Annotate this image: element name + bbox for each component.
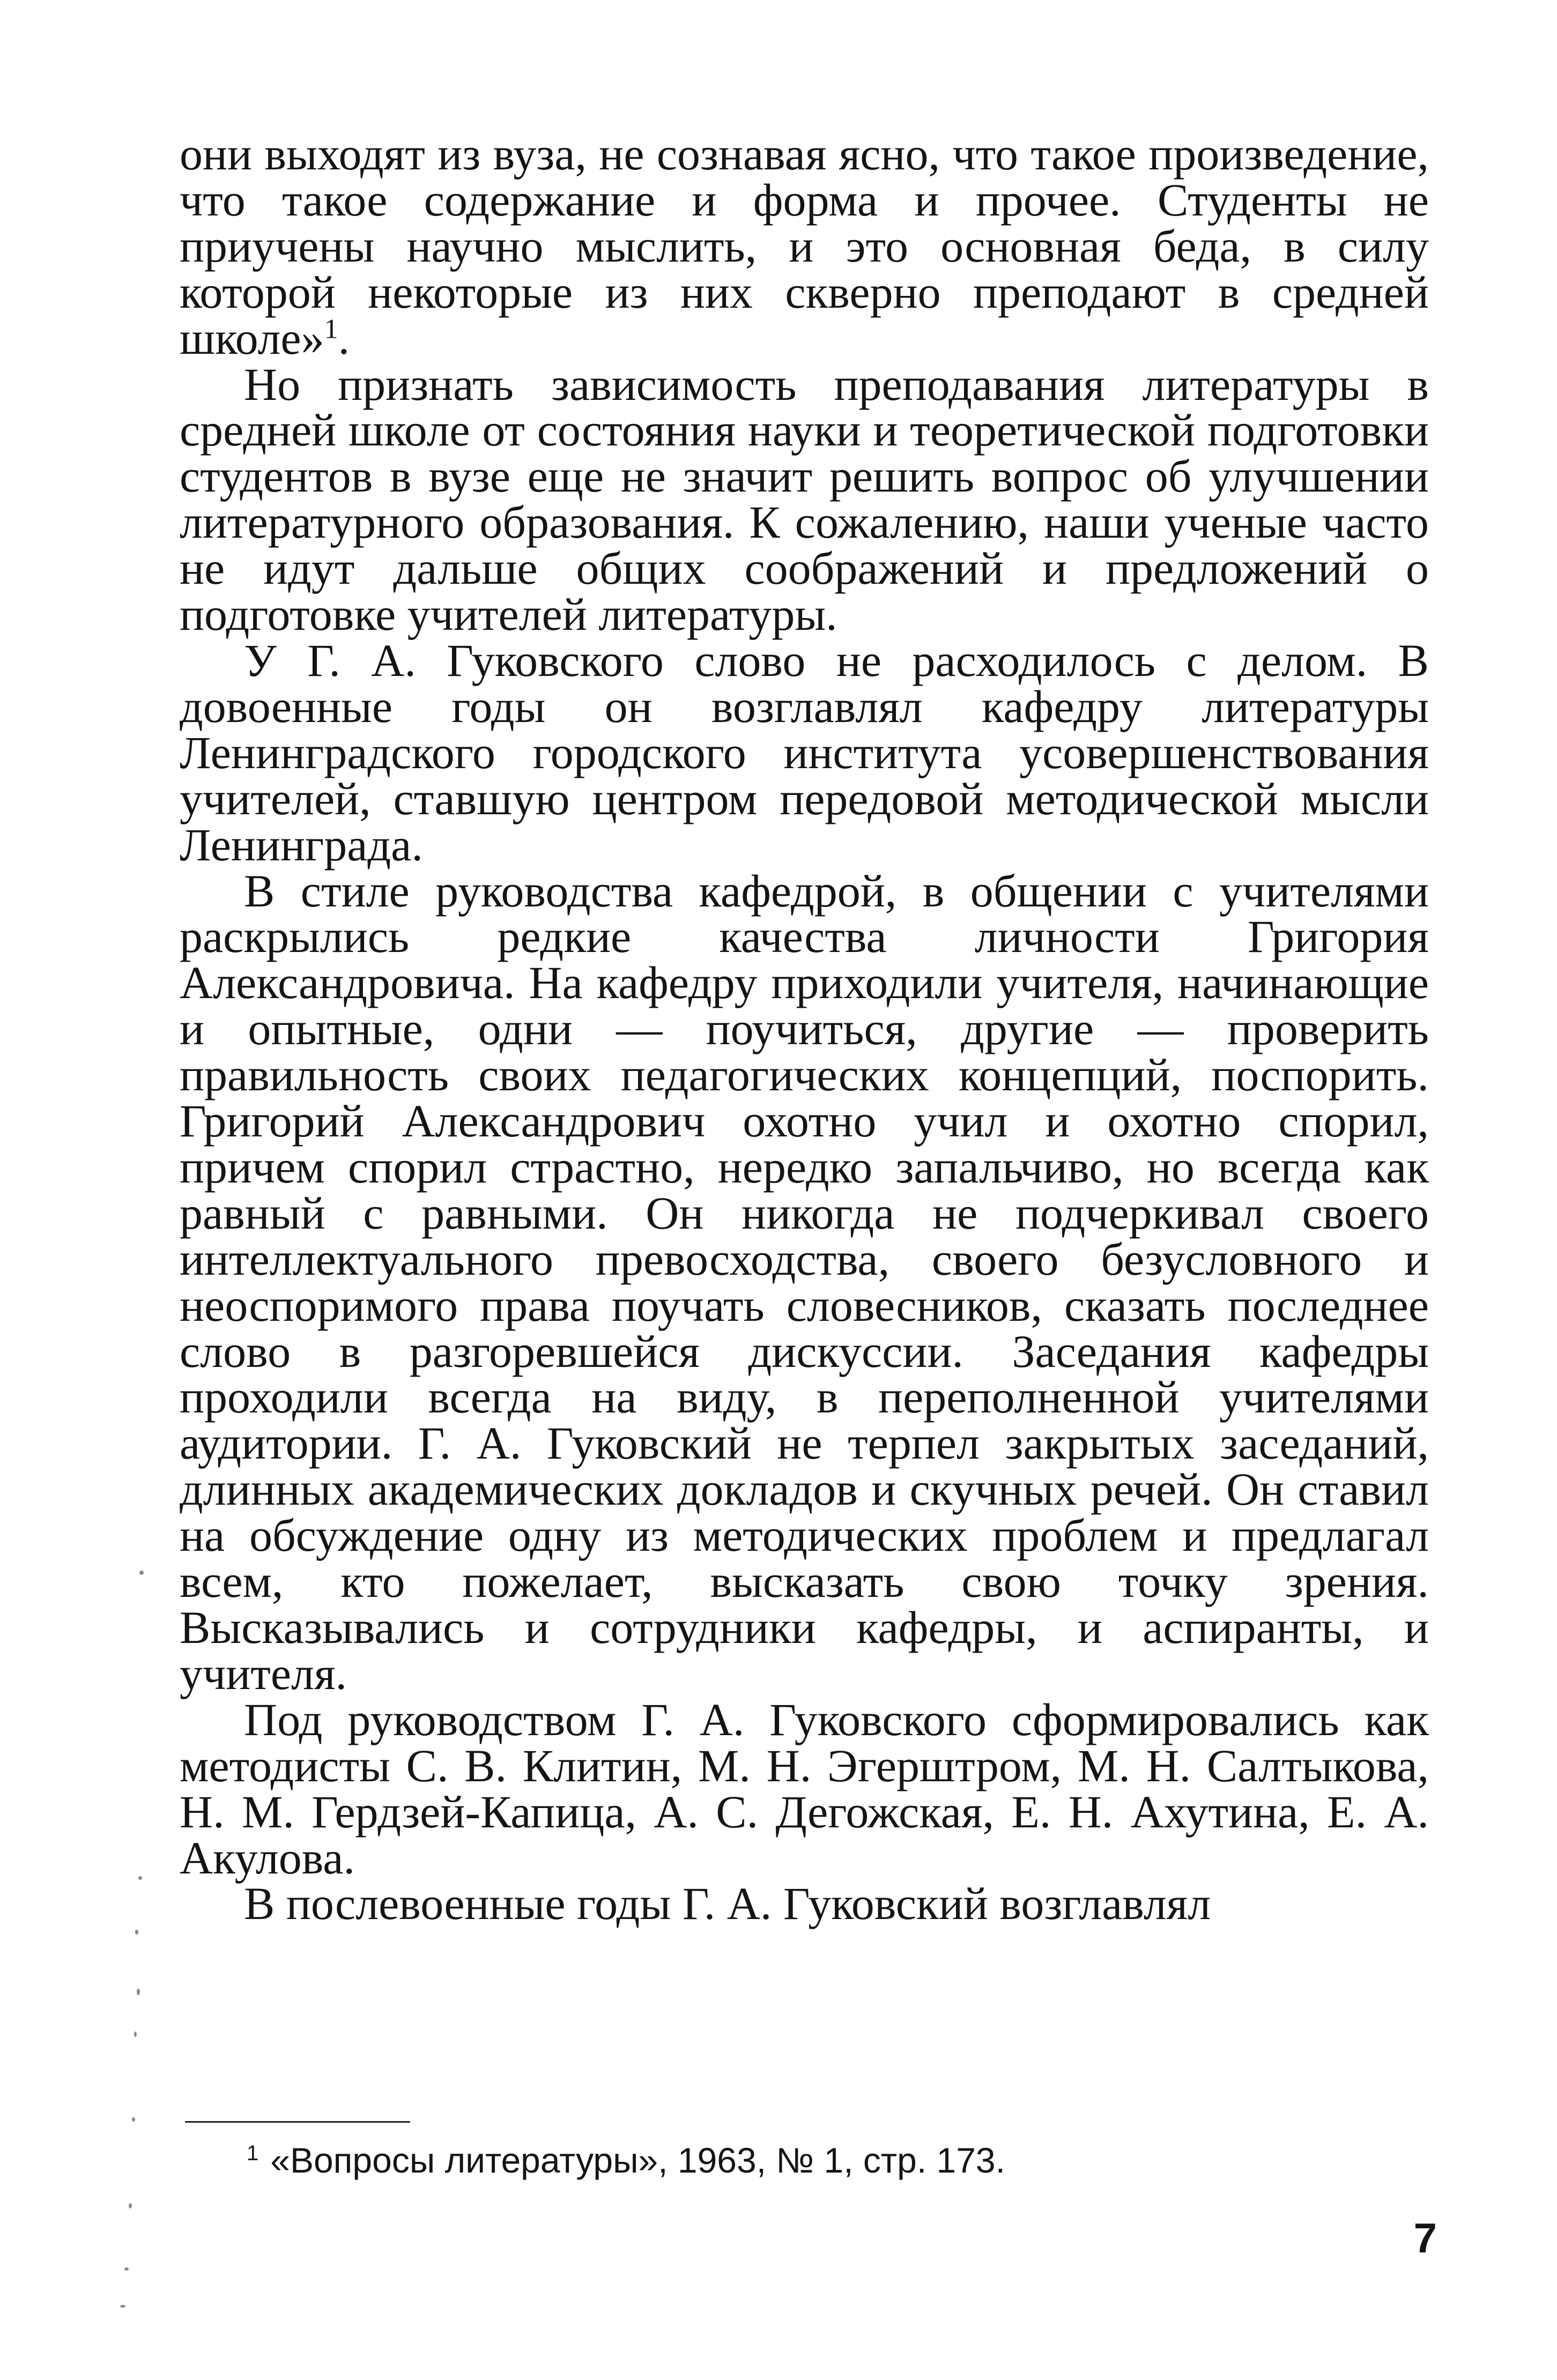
paragraph-2: Но признать зависимость преподавания литературы в средней школе от состояния науки и теоретической подготовки студентов в вузе еще не значит решить вопрос об улучшении литературного образования. К сожалению, наши ученые часто не идут дальше общих соображений и предложений о подготовке учителей литературы. — [180, 358, 1429, 641]
footnote — [247, 2136, 1426, 2184]
scan-speck — [124, 2267, 129, 2271]
page-number: 7 — [1413, 2214, 1437, 2262]
footnote-marker: 1 — [247, 2141, 259, 2165]
paragraph-1-tail: . — [338, 312, 350, 364]
scan-speck — [135, 1930, 138, 1935]
paragraph-5: Под руководством Г. А. Гуковского сформировались как методисты С. В. Клитин, М. Н. Эгерштром, М. Н. Салтыкова, Н. М. Гердзей-Капица, А. С. Дегожская, Е. Н. Ахутина, Е. А. Акулова. — [180, 1693, 1429, 1884]
footnote-text: «Вопросы литературы», 1963, № 1, стр. 173. — [270, 2140, 1005, 2180]
paragraph-4: В стиле руководства кафедрой, в общении с учителями раскрылись редкие качества личности Григория Александровича. На кафедру приходили учителя, начинающие и опытные, одни — поучиться, другие — проверить правильность своих педагогических концепций, поспорить. Григорий Александрович охотно учил и охотно спорил, причем спорил страстно, нередко запальчиво, но всегда как равный с равными. Он никогда не подчеркивал своего интеллектуального превосходства, своего безусловного и неоспоримого права поучать словесников, сказать последнее слово в разгоревшейся дискуссии. Заседания кафедры проходили всегда на виду, в переполненной учителями аудитории. Г. А. Гуковский не терпел закрытых заседаний, длинных академических докладов и скучных речей. Он ставил на обсуждение одну из методических проблем и предлагал всем, кто пожелает, высказать свою точку зрения. Высказывались и сотрудники кафедры, и аспиранты, и учителя. — [180, 865, 1429, 1699]
paragraph-1-text: они выходят из вуза, не сознавая ясно, что такое произведение, что такое содержание и форма и прочее. Студенты не приучены научно мыслить, и это основная беда, в силу которой некоторые из них скверно преподают в средней школе» — [180, 128, 1429, 364]
main-text — [180, 128, 1429, 1930]
paragraph-3: У Г. А. Гуковского слово не расходилось с делом. В довоенные годы он возглавлял кафедру литературы Ленинградского городского института усовершенствования учителей, ставшую центром передовой методической мысли Ленинграда. — [180, 634, 1429, 871]
footnote-divider — [185, 2121, 410, 2123]
paragraph-6: В послевоенные годы Г. А. Гуковский возглавлял — [244, 1878, 1211, 1930]
scan-speck — [120, 2305, 125, 2308]
footnote-reference: 1 — [324, 313, 338, 344]
scan-speck — [137, 1989, 140, 1995]
paragraph-1 — [180, 128, 1429, 364]
scan-speck — [129, 2203, 132, 2208]
scan-speck — [139, 1571, 144, 1575]
scan-speck — [132, 2117, 135, 2122]
scan-speck — [134, 2032, 137, 2037]
scan-speck — [138, 1876, 142, 1880]
